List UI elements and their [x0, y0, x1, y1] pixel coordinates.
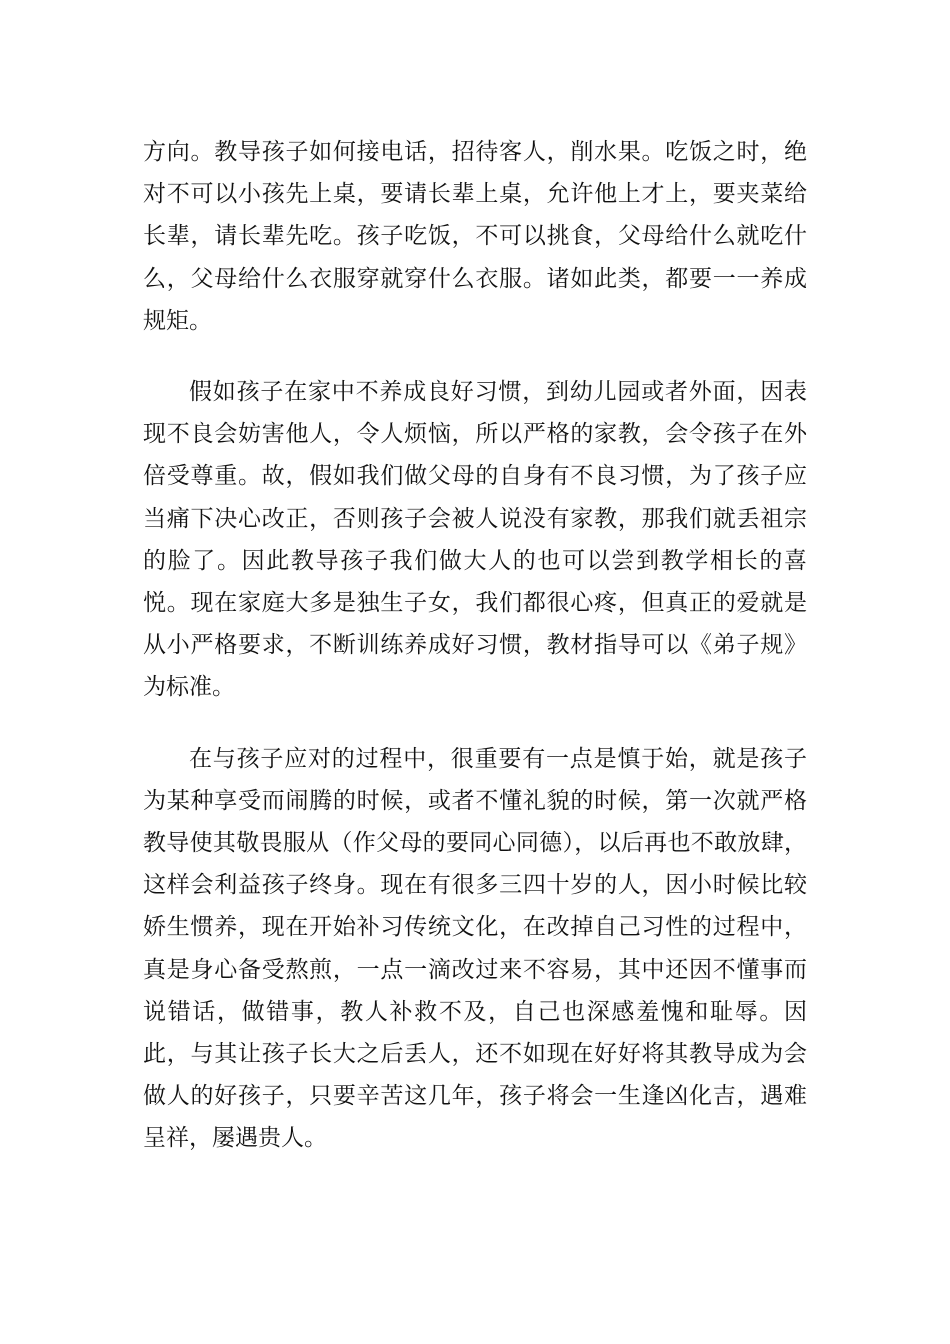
paragraph-1: 方向。教导孩子如何接电话，招待客人，削水果。吃饭之时，绝对不可以小孩先上桌，要请长辈上桌，允许他上才上，要夹菜给长辈，请长辈先吃。孩子吃饭，不可以挑食，父母给什么就吃什么，父母给什么衣服穿就穿什么衣服。诸如此类，都要一一养成规矩。	[143, 139, 807, 334]
paragraph-3: 在与孩子应对的过程中，很重要有一点是慎于始，就是孩子为某种享受而闹腾的时候，或者不懂礼貌的时候，第一次就严格教导使其敬畏服从（作父母的要同心同德），以后再也不敢放肆，这样会利益孩子终身。现在有很多三四十岁的人，因小时候比较娇生惯养，现在开始补习传统文化，在改掉自己习性的过程中，真是身心备受熬煎，一点一滴改过来不容易，其中还因不懂事而说错话，做错事，教人补救不及，自己也深感羞愧和耻辱。因此，与其让孩子长大之后丢人，还不如现在好好将其教导成为会做人的好孩子，只要辛苦这几年，孩子将会一生逢凶化吉，遇难呈祥，屡遇贵人。	[143, 745, 807, 1152]
paragraph-2: 假如孩子在家中不养成良好习惯，到幼儿园或者外面，因表现不良会妨害他人，令人烦恼，所以严格的家教，会令孩子在外倍受尊重。故，假如我们做父母的自身有不良习惯，为了孩子应当痛下决心改正，否则孩子会被人说没有家教，那我们就丢祖宗的脸了。因此教导孩子我们做大人的也可以尝到教学相长的喜悦。现在家庭大多是独生子女，我们都很心疼，但真正的爱就是从小严格要求，不断训练养成好习惯，教材指导可以《弟子规》为标准。	[143, 379, 807, 701]
document-body	[143, 131, 807, 1160]
